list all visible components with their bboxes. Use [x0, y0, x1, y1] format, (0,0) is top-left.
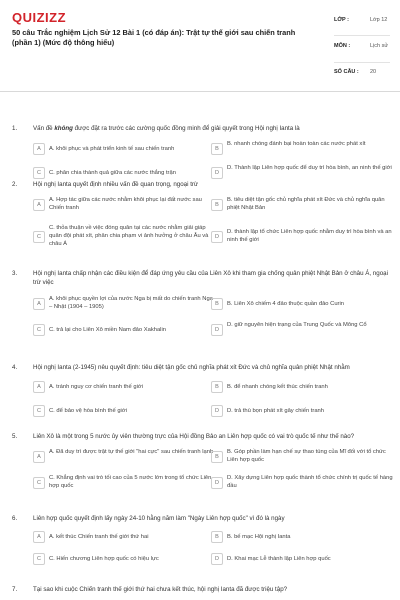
option-letter-box[interactable]: D	[211, 553, 223, 565]
meta-label: SỐ CÂU :	[334, 69, 359, 75]
option-text: D. Khai mạc Lễ thành lập Liên hợp quốc	[227, 556, 331, 562]
option-letter-box[interactable]: D	[211, 324, 223, 336]
meta-value: Lớp 12	[370, 17, 388, 23]
option-letter-box[interactable]: C	[33, 405, 45, 417]
option-a[interactable]	[33, 195, 215, 217]
option-letter-box[interactable]: C	[33, 167, 45, 179]
option-letter-box[interactable]: B	[211, 298, 223, 310]
option-a[interactable]	[33, 527, 215, 549]
option-c[interactable]	[33, 401, 215, 423]
option-b[interactable]	[211, 139, 393, 161]
question-text: Hội nghị Ianta (2-1945) nêu quyết định: tiêu diệt tận gốc chủ nghĩa phát xít Đức và chủ nghĩa quân phiệt Nhật nhằm	[33, 364, 350, 371]
question-number: 7.	[12, 586, 18, 593]
option-letter-box[interactable]: A	[33, 143, 45, 155]
option-text: C. Khẳng định vai trò tối cao của 5 nước lớn trong tổ chức Liên hợp quốc	[49, 475, 212, 489]
option-letter-box[interactable]: D	[211, 477, 223, 489]
meta-value: 20	[370, 69, 377, 75]
question-text: Hội nghị Ianta quyết định nhiều vấn đề quan trọng, ngoại trừ	[33, 181, 199, 188]
option-d[interactable]	[211, 401, 393, 423]
option-text: C. thỏa thuận về việc đóng quân tại các nước nhằm giải giáp quân đội phát xít, phân chia phạm vi ảnh hưởng ở châu Âu và châu Á	[49, 225, 209, 247]
option-text: D. thành lập tổ chức Liên hợp quốc nhằm duy trì hòa bình và an ninh thế giới	[227, 229, 392, 243]
option-text: D. Thành lập Liên hợp quốc để duy trì hòa bình, an ninh thế giới	[227, 165, 392, 171]
question-text: Liên Xô là một trong 5 nước ủy viên thường trực của Hội đồng Bảo an Liên hợp quốc có vai trò quốc tế như thế nào?	[33, 433, 355, 440]
option-letter-box[interactable]: C	[33, 231, 45, 243]
option-letter-box[interactable]: A	[33, 381, 45, 393]
option-letter-box[interactable]: B	[211, 531, 223, 543]
option-letter-box[interactable]: D	[211, 231, 223, 243]
option-text: A. Đã duy trì được trật tự thế giới "hai cực" sau chiến tranh lạnh	[49, 449, 214, 455]
quizizz-logo: QUIZIZZ	[12, 10, 67, 25]
option-b[interactable]	[211, 377, 393, 399]
option-text: A. Hợp tác giữa các nước nhằm khôi phục lại đất nước sau Chiến tranh	[49, 197, 202, 211]
option-text: D. trả thù bọn phát xít gây chiến tranh	[227, 408, 324, 414]
option-c[interactable]	[33, 473, 215, 495]
option-a[interactable]	[33, 377, 215, 399]
emphasis-text: không	[54, 125, 73, 132]
worksheet-header	[0, 0, 400, 92]
option-c[interactable]	[33, 320, 215, 342]
option-d[interactable]	[211, 320, 393, 342]
option-letter-box[interactable]: B	[211, 451, 223, 463]
question-text: Vấn đề không được đặt ra trước các cường quốc đồng minh để giải quyết trong Hội nghị Ianta là	[33, 125, 300, 132]
question-number: 4.	[12, 364, 18, 371]
option-a[interactable]	[33, 294, 215, 316]
option-text: B. Liên Xô chiếm 4 đảo thuộc quần đảo Curin	[227, 301, 344, 307]
option-letter-box[interactable]: A	[33, 451, 45, 463]
option-text: A. khôi phục quyền lợi của nước Nga bị mất do chiến tranh Nga – Nhật (1904 – 1905)	[49, 296, 213, 310]
meta-label: MÔN :	[334, 43, 351, 49]
question-number: 5.	[12, 433, 18, 440]
meta-value: Lịch sử	[370, 43, 389, 49]
option-d[interactable]	[211, 473, 393, 495]
option-letter-box[interactable]: A	[33, 199, 45, 211]
question-number: 3.	[12, 270, 18, 277]
option-letter-box[interactable]: A	[33, 531, 45, 543]
worksheet-title: 50 câu Trắc nghiệm Lịch Sử 12 Bài 1 (có đáp án): Trật tự thế giới sau chiến tranh (phần 1) (Mức độ thông hiểu)	[12, 28, 296, 47]
option-text: B. bế mạc Hội nghị Ianta	[227, 534, 291, 540]
option-text: A. tránh nguy cơ chiến tranh thế giới	[49, 384, 143, 390]
option-letter-box[interactable]: D	[211, 405, 223, 417]
option-a[interactable]	[33, 139, 215, 161]
question-text: Liên hợp quốc quyết định lấy ngày 24-10 hằng năm làm "Ngày Liên hợp quốc" vì đó là ngày	[33, 515, 285, 522]
option-b[interactable]	[211, 447, 393, 469]
option-text: C. để bảo vệ hòa bình thế giới	[49, 408, 127, 414]
option-c[interactable]	[33, 549, 215, 571]
option-letter-box[interactable]: A	[33, 298, 45, 310]
question-number: 1.	[12, 125, 18, 132]
question-number: 2.	[12, 181, 18, 188]
option-text: B. Góp phần làm hạn chế sự thao túng của Mĩ đối với tổ chức Liên hợp quốc	[227, 449, 386, 463]
option-d[interactable]	[211, 549, 393, 571]
option-text: C. trả lại cho Liên Xô miền Nam đảo Xakhalin	[49, 327, 166, 333]
meta-divider	[334, 35, 390, 36]
option-letter-box[interactable]: B	[211, 143, 223, 155]
option-letter-box[interactable]: C	[33, 553, 45, 565]
option-b[interactable]	[211, 527, 393, 549]
option-text: A. kết thúc Chiến tranh thế giới thứ hai	[49, 534, 149, 540]
question-text: Hội nghị Ianta chấp nhận các điều kiện để đáp ứng yêu cầu của Liên Xô khi tham gia chống quân phiệt Nhật Bản ở châu Á, ngoại trừ việc	[33, 270, 388, 286]
option-text: B. nhanh chóng đánh bại hoàn toàn các nước phát xít	[227, 141, 366, 147]
option-text: A. khôi phục và phát triển kinh tế sau chiến tranh	[49, 146, 175, 152]
option-text: D. Xây dựng Liên hợp quốc thành tổ chức chính trị quốc tế hàng đầu	[227, 475, 393, 489]
option-a[interactable]	[33, 447, 215, 469]
option-letter-box[interactable]: D	[211, 167, 223, 179]
option-letter-box[interactable]: B	[211, 199, 223, 211]
option-b[interactable]	[211, 195, 393, 217]
meta-label: LỚP :	[334, 17, 349, 23]
meta-divider	[334, 62, 390, 63]
option-text: D. giữ nguyên hiện trạng của Trung Quốc và Mông Cổ	[227, 322, 367, 328]
option-text: B. để nhanh chóng kết thúc chiến tranh	[227, 384, 328, 390]
question-text: Tại sao khi cuộc Chiến tranh thế giới thứ hai chưa kết thúc, hội nghị Ianta đã được triệu tập?	[33, 586, 288, 593]
option-letter-box[interactable]: B	[211, 381, 223, 393]
question-number: 6.	[12, 515, 18, 522]
option-letter-box[interactable]: C	[33, 324, 45, 336]
option-b[interactable]	[211, 294, 393, 316]
option-text: C. phân chia thành quả giữa các nước thắng trận	[49, 170, 176, 176]
option-letter-box[interactable]: C	[33, 477, 45, 489]
option-d[interactable]	[211, 223, 393, 253]
option-text: C. Hiến chương Liên hợp quốc có hiệu lực	[49, 556, 159, 562]
option-c[interactable]	[33, 223, 215, 253]
option-text: B. tiêu diệt tận gốc chủ nghĩa phát xít Đức và chủ nghĩa quân phiệt Nhật Bản	[227, 197, 385, 211]
